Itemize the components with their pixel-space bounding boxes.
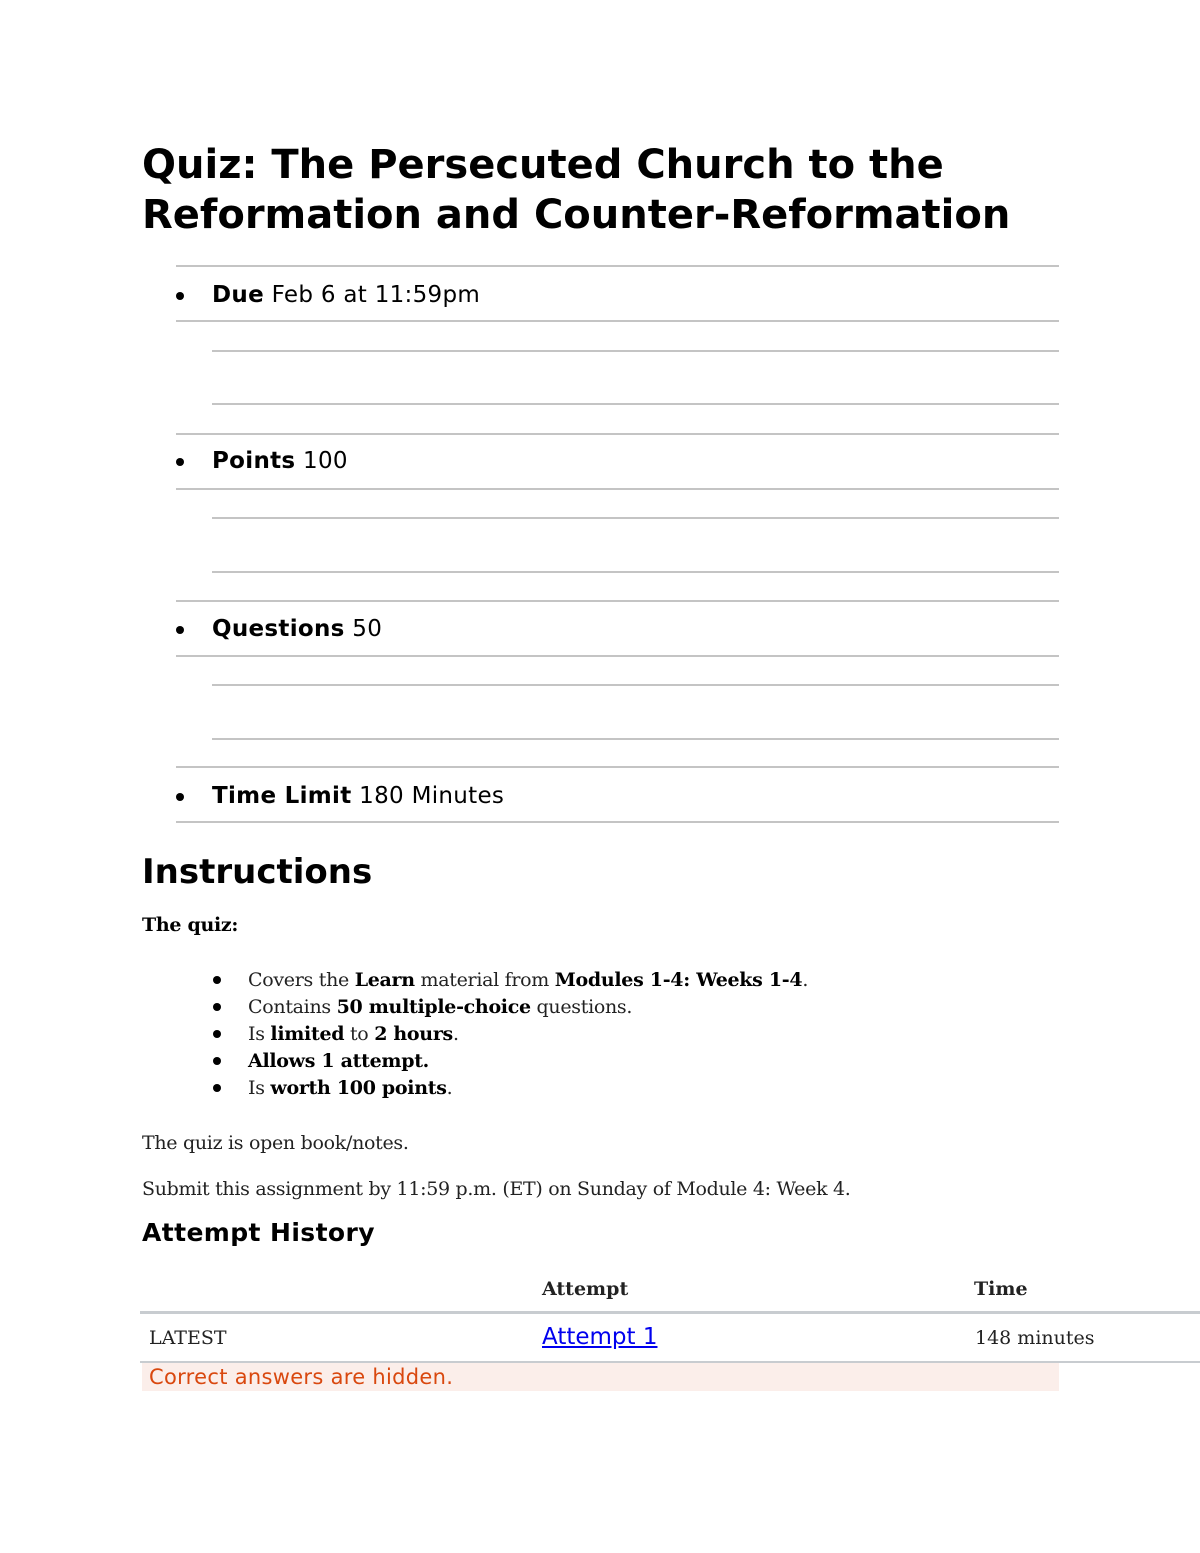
- list-item: Is limited to 2 hours.: [212, 1021, 808, 1048]
- divider: [176, 320, 1059, 322]
- row-label: LATEST: [149, 1327, 227, 1349]
- detail-questions: [176, 614, 1059, 644]
- list-item: Covers the Learn material from Modules 1-4: Weeks 1-4.: [212, 967, 808, 994]
- instructions-intro: The quiz:: [142, 914, 239, 936]
- submit-note: Submit this assignment by 11:59 p.m. (ET) on Sunday of Module 4: Week 4.: [142, 1178, 851, 1200]
- divider: [212, 517, 1059, 519]
- detail-value: 50: [352, 616, 383, 642]
- notice-text: Correct answers are hidden.: [149, 1365, 454, 1389]
- divider: [176, 766, 1059, 768]
- list-item: Is worth 100 points.: [212, 1075, 808, 1102]
- divider: [212, 738, 1059, 740]
- detail-label: Time Limit: [212, 783, 352, 809]
- detail-label: Questions: [212, 616, 345, 642]
- attempt-history-heading: Attempt History: [142, 1218, 375, 1247]
- page-title: Quiz: The Persecuted Church to the Reformation and Counter-Reformation: [142, 142, 1011, 238]
- column-header-attempt: Attempt: [542, 1278, 629, 1300]
- detail-points: [176, 446, 1059, 476]
- divider: [212, 571, 1059, 573]
- detail-due: [176, 280, 1059, 310]
- table-header-divider: [140, 1311, 1200, 1314]
- divider: [176, 821, 1059, 823]
- attempt-time: 148 minutes: [975, 1327, 1095, 1349]
- bullet-icon: [176, 626, 184, 634]
- detail-value: Feb 6 at 11:59pm: [271, 282, 481, 308]
- open-book-note: The quiz is open book/notes.: [142, 1132, 409, 1154]
- column-header-time: Time: [974, 1278, 1028, 1300]
- bullet-icon: [176, 292, 184, 300]
- list-item: Allows 1 attempt.: [212, 1048, 808, 1075]
- detail-label: Points: [212, 448, 296, 474]
- bullet-icon: [176, 458, 184, 466]
- detail-label: Due: [212, 282, 264, 308]
- divider: [176, 265, 1059, 267]
- instructions-list: [212, 967, 808, 1102]
- detail-time-limit: [176, 781, 1059, 811]
- detail-value: 100: [303, 448, 348, 474]
- divider: [212, 350, 1059, 352]
- divider: [176, 600, 1059, 602]
- divider: [212, 684, 1059, 686]
- instructions-heading: Instructions: [142, 852, 373, 892]
- divider: [176, 433, 1059, 435]
- divider: [176, 488, 1059, 490]
- attempt-link[interactable]: Attempt 1: [542, 1324, 658, 1350]
- list-item: Contains 50 multiple-choice questions.: [212, 994, 808, 1021]
- detail-value: 180 Minutes: [359, 783, 505, 809]
- divider: [212, 403, 1059, 405]
- divider: [176, 655, 1059, 657]
- answers-hidden-notice: [142, 1363, 1059, 1391]
- bullet-icon: [176, 793, 184, 801]
